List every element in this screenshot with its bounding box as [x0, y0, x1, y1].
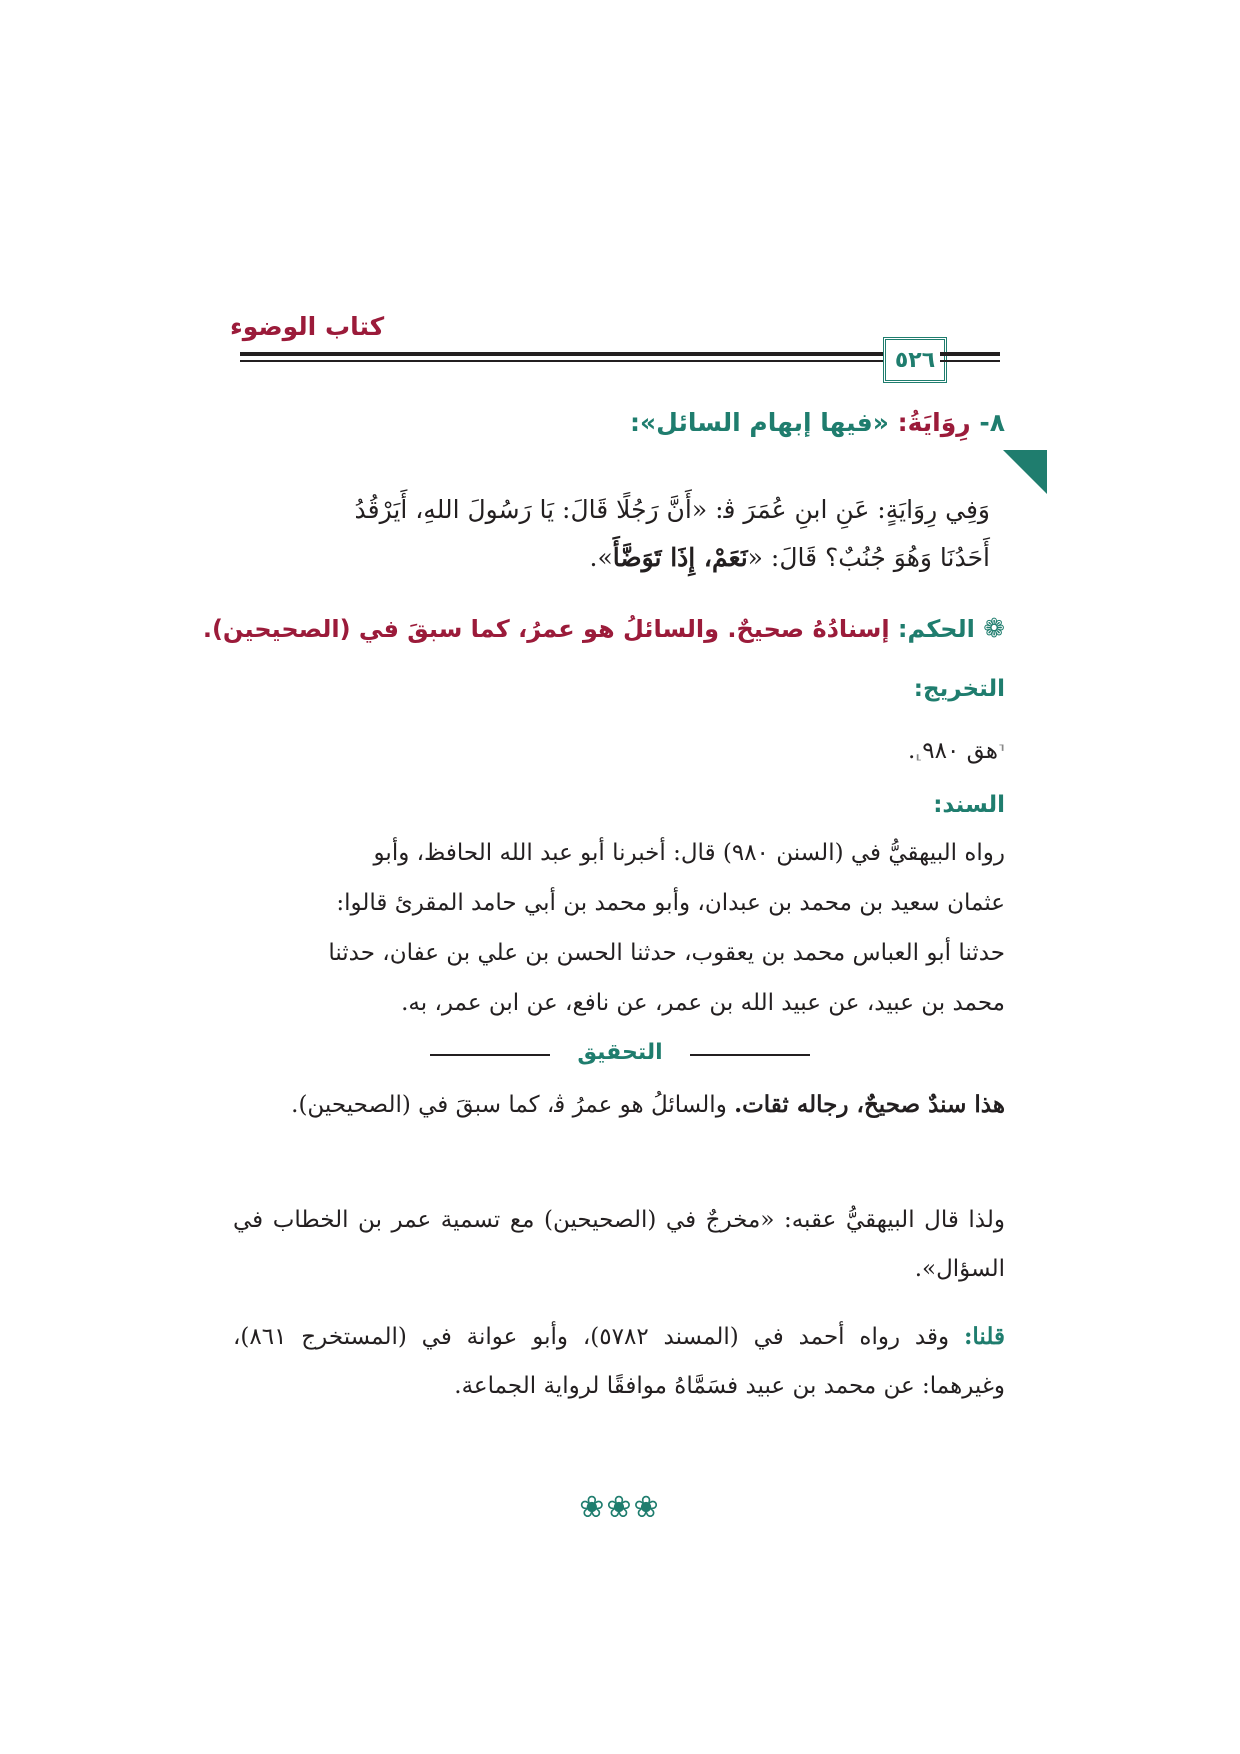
hadith-line-1: وَفِي رِوَايَةٍ: عَنِ ابنِ عُمَرَ ﭬ: «أَنَّ رَجُلًا قَالَ: يَا رَسُولَ اللهِ، أَيَرْقُدُ	[354, 495, 990, 524]
takhrij-heading: التخريج:	[913, 676, 1005, 702]
qulna-text: وقد رواه أحمد في (المسند ٥٧٨٢)، وأبو عوانة في (المستخرج ٨٦١)، وغيرهما: عن محمد بن عبيد فسَمَّاهُ موافقًا لرواية الجماعة.	[233, 1324, 1005, 1399]
hadith-line-2-a: أَحَدُنَا وَهُوَ جُنُبٌ؟ قَالَ: «	[747, 543, 990, 572]
end-ornament: ❀❀❀	[579, 1490, 661, 1525]
verification-paragraph-1	[233, 1080, 1005, 1130]
section-label: رِوَايَةُ:	[897, 408, 971, 437]
bracket-close-icon: ⸥	[915, 742, 923, 763]
header-rule-right-2	[940, 360, 1000, 362]
tahqiq-divider	[430, 1040, 810, 1070]
verification-paragraph-3	[233, 1312, 1005, 1411]
qulna-label: قلنا:	[963, 1323, 1005, 1350]
hadith-line-2	[235, 534, 990, 582]
book-title: كتاب الوضوء	[230, 312, 385, 341]
header-rule-right	[940, 352, 1000, 356]
sanad-line-1: رواه البيهقيُّ في (السنن ٩٨٠) قال: أخبرنا أبو عبد الله الحافظ، وأبو	[373, 840, 1005, 866]
section-number: ٨-	[979, 408, 1005, 437]
ruling	[202, 614, 1005, 644]
tahqiq-title: التحقيق	[577, 1040, 663, 1065]
hadith-text	[235, 486, 990, 582]
ruling-label: الحكم:	[897, 615, 975, 643]
hadith-line-2-c: ».	[589, 543, 613, 572]
verification-bold: هذا سندٌ صحيحٌ، رجاله ثقات.	[734, 1091, 1005, 1118]
hadith-corner-ornament	[1003, 450, 1047, 494]
verification-paragraph-2: ولذا قال البيهقيُّ عقبه: «مخرجٌ في (الصحيحين) مع تسمية عمر بن الخطاب في السؤال».	[233, 1207, 1005, 1282]
sanad-heading: السند:	[933, 792, 1005, 818]
verification-rest: والسائلُ هو عمرُ ﭬ، كما سبقَ في (الصحيحين).	[291, 1092, 735, 1118]
flower-icon: ❁	[983, 614, 1005, 644]
takhrij-ref-text: هق ٩٨٠	[922, 738, 998, 764]
takhrij-reference: ⸢هق ٩٨٠⸥.	[907, 738, 1005, 764]
section-title: «فيها إبهام السائل»:	[630, 408, 889, 437]
sanad-line-4: محمد بن عبيد، عن عبيد الله بن عمر، عن نافع، عن ابن عمر، به.	[401, 990, 1005, 1016]
bracket-open-icon: ⸢	[997, 742, 1005, 763]
page-number: ٥٢٦	[883, 337, 947, 383]
section-heading	[235, 408, 1005, 437]
sanad-line-2: عثمان سعيد بن محمد بن عبدان، وأبو محمد بن أبي حامد المقرئ قالوا:	[336, 890, 1005, 916]
ruling-text: إسنادُهُ صحيحٌ. والسائلُ هو عمرُ، كما سبقَ في (الصحيحين).	[202, 615, 890, 643]
sanad-line-3: حدثنا أبو العباس محمد بن يعقوب، حدثنا الحسن بن علي بن عفان، حدثنا	[328, 940, 1005, 966]
hadith-line-2-bold: نَعَمْ، إِذَا تَوَضَّأَ	[612, 543, 748, 572]
